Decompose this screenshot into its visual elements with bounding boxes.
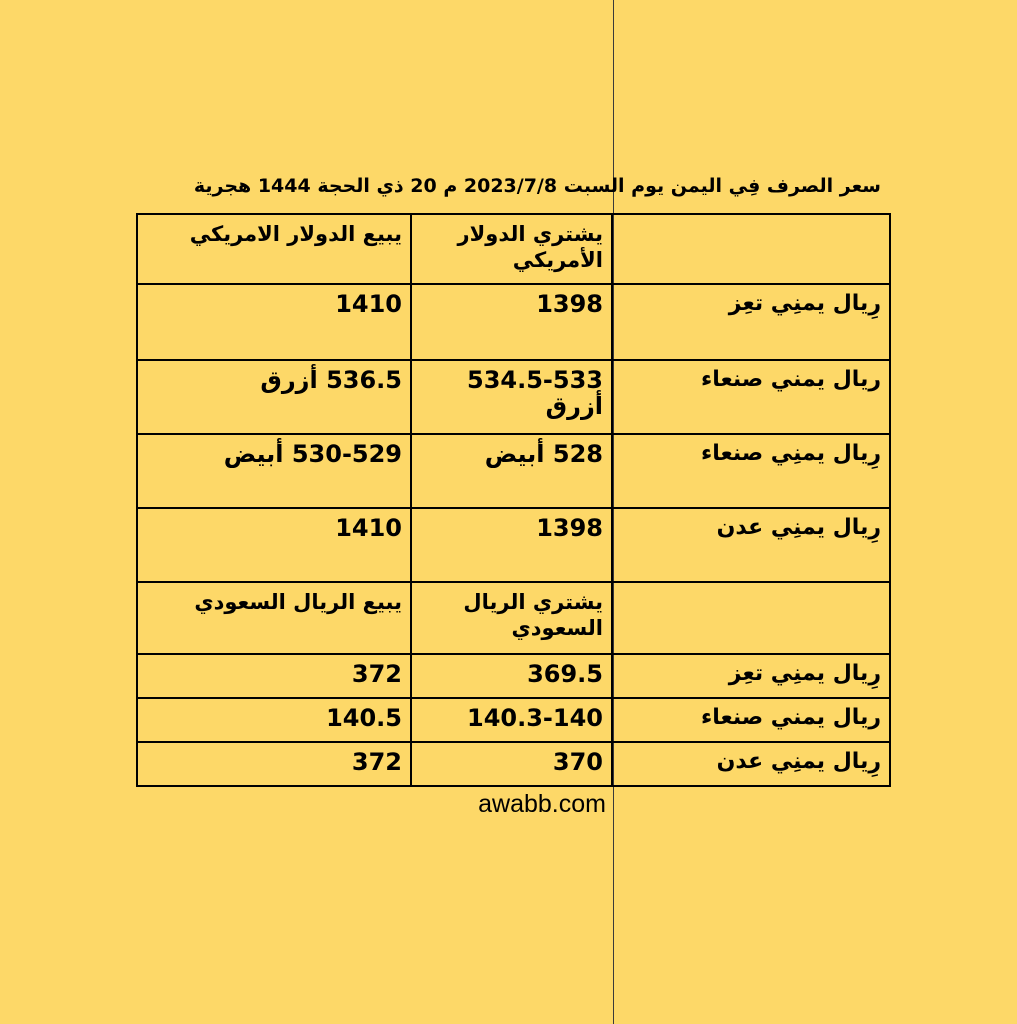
table-row	[137, 508, 890, 582]
buy-rate-cell: 1398	[411, 284, 612, 360]
sell-rate-cell: 372	[137, 742, 411, 786]
currency-label-cell: رِيال يمنِي عدن	[612, 508, 890, 582]
buy-rate-cell: 534.5-533 أزرق	[411, 360, 612, 434]
currency-label-cell: رِيال يمنِي صنعاء	[612, 434, 890, 508]
currency-label-cell: رِيال يمنِي تعِز	[612, 284, 890, 360]
exchange-rate-table-body	[137, 214, 890, 786]
currency-label-cell	[612, 214, 890, 284]
sell-rate-cell: 1410	[137, 284, 411, 360]
sell-rate-cell: يبيع الدولار الامريكي	[137, 214, 411, 284]
currency-label-cell: رِيال يمنِي تعِز	[612, 654, 890, 698]
buy-rate-cell: 140.3-140	[411, 698, 612, 742]
table-row	[137, 284, 890, 360]
buy-rate-cell: يشتري الدولار الأمريكي	[411, 214, 612, 284]
exchange-rate-table	[136, 213, 891, 787]
sell-rate-cell: يبيع الريال السعودي	[137, 582, 411, 654]
buy-rate-cell: يشتري الريال السعودي	[411, 582, 612, 654]
table-row	[137, 742, 890, 786]
sell-rate-cell: 372	[137, 654, 411, 698]
sell-rate-cell: 140.5	[137, 698, 411, 742]
table-row	[137, 654, 890, 698]
buy-rate-cell: 370	[411, 742, 612, 786]
sell-rate-cell: 536.5 أزرق	[137, 360, 411, 434]
currency-label-cell	[612, 582, 890, 654]
currency-label-cell: ريال يمني صنعاء	[612, 360, 890, 434]
table-row	[137, 698, 890, 742]
sell-rate-cell: 1410	[137, 508, 411, 582]
page-title: سعر الصرف فِي اليمن يوم السبت 2023/7/8 م 20 ذي الحجة 1444 هجرية	[193, 175, 881, 197]
buy-rate-cell: 528 أبيض	[411, 434, 612, 508]
currency-label-cell: رِيال يمنِي عدن	[612, 742, 890, 786]
table-row	[137, 214, 890, 284]
currency-label-cell: ريال يمني صنعاء	[612, 698, 890, 742]
buy-rate-cell: 369.5	[411, 654, 612, 698]
source-website-label: awabb.com	[478, 790, 606, 818]
table-row	[137, 434, 890, 508]
buy-rate-cell: 1398	[411, 508, 612, 582]
table-row	[137, 582, 890, 654]
table-row	[137, 360, 890, 434]
sell-rate-cell: 530-529 أبيض	[137, 434, 411, 508]
